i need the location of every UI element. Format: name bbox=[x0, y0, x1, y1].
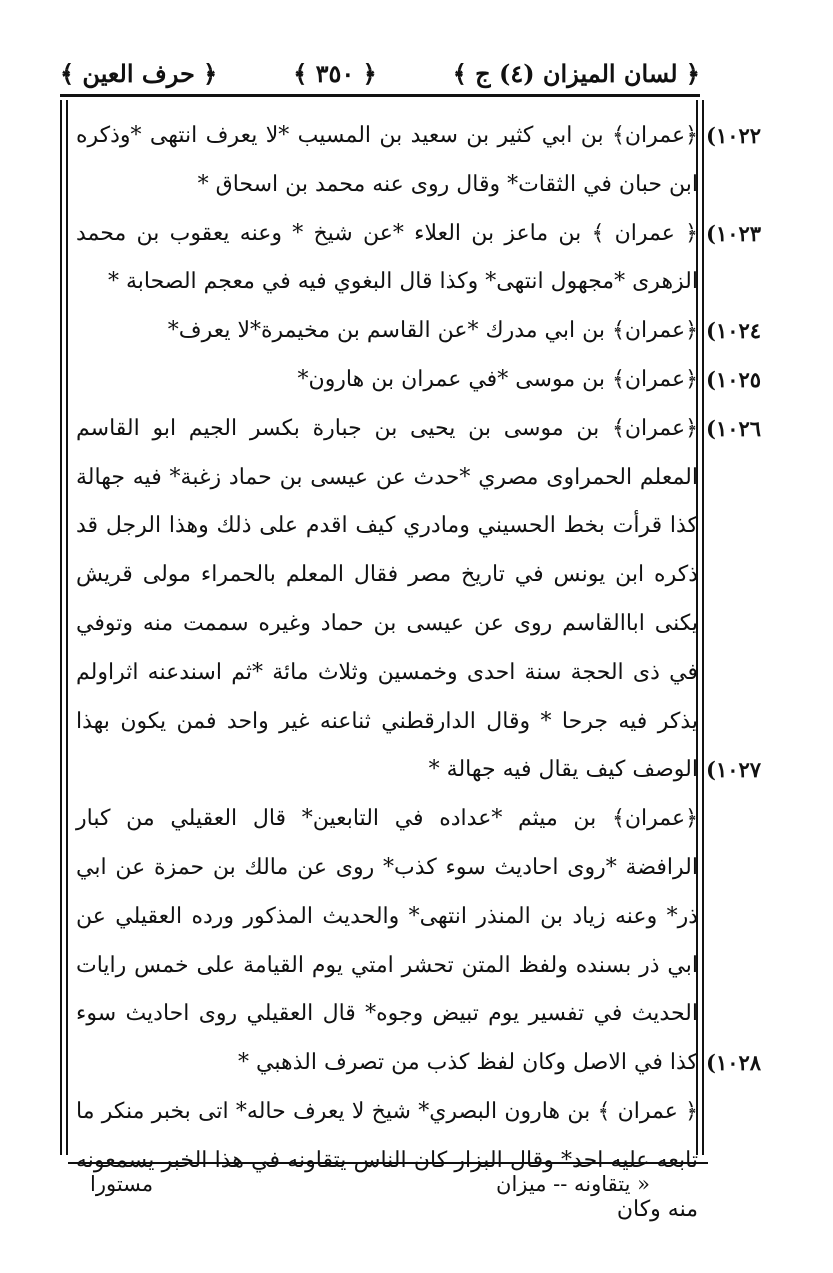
entry-1025 bbox=[76, 356, 698, 405]
entry-text: ﴿ عمران ﴾ بن ماعز بن العلاء *عن شيخ * وعنه يعقوب بن محمد الزهرى *مجهول انتهى* وكذا قال البغوي فيه في معجم الصحابة * bbox=[76, 220, 698, 295]
header-rule bbox=[60, 94, 700, 97]
entry-text: ﴿عمران﴾ بن موسى *في عمران بن هارون* bbox=[297, 366, 698, 392]
entry-1026 bbox=[76, 405, 698, 795]
entry-text: ﴿عمران﴾ بن موسى بن يحيى بن جبارة بكسر الجيم ابو القاسم المعلم الحمراوى مصري *حدث عن عيسى بن حماد زغبة* فيه جهالة كذا قرأت بخط الحسيني ومادري كيف اقدم على ذلك وهذا الرجل قد ذكره ابن يونس في تاريخ مصر فقال المعلم بالحمراء مولى قريش يكنى اباالقاسم روى عن عيسى بن حماد وغيره سممت منه وتوفي في ذى الحجة سنة احدى وخمسين وثلاث مائة *ثم اسندعنه اثراولم يذكر فيه جرحا * وقال الدارقطني ثناعنه غير واحد فمن يكون بهذا الوصف كيف يقال فيه جهالة * bbox=[76, 415, 698, 783]
header-section-letter: ﴿ حرف العين ﴾ bbox=[60, 58, 218, 88]
entry-1022 bbox=[76, 112, 698, 210]
entry-text: ﴿ عمران ﴾ بن هارون البصري* شيخ لا يعرف حاله* اتى بخبر منكر ما تابعه عليه احد* وقال البزار كان الناس يتقاونه في هذا الخبر يسمعونه منه وكان bbox=[76, 1098, 698, 1222]
entry-number: (١٠٢٢ bbox=[706, 123, 762, 148]
entry-number: (١٠٢٦ bbox=[706, 415, 762, 441]
footer-rule bbox=[68, 1162, 708, 1164]
entry-number: (١٠٢٥ bbox=[706, 367, 762, 392]
entry-1024 bbox=[76, 307, 698, 356]
running-header bbox=[60, 50, 700, 96]
footer-note: مستورا bbox=[90, 1172, 154, 1196]
entry-text: ﴿عمران﴾ بن ابي مدرك *عن القاسم بن مخيمرة*لا يعرف* bbox=[167, 318, 698, 344]
footer-catchword: « يتقاونه -- ميزان bbox=[496, 1172, 650, 1196]
entry-text: ﴿عمران﴾ بن ميثم *عداده في التابعين* قال العقيلي من كبار الرافضة *روى احاديث سوء كذب* روى عن مالك بن حمزة عن ابي ذر* وعنه زياد بن المنذر انتهى* والحديث المذكور ورده العقيلي عن ابي ذر بسنده ولفظ المتن تحشر امتي يوم القيامة على خمس رايات الحديث في تفسير يوم تبيض وجوه* قال العقيلي روى احاديث سوء كذا في الاصل وكان لفظ كذب من تصرف الذهبي * bbox=[76, 806, 698, 1076]
main-text bbox=[76, 112, 698, 1234]
entry-number: (١٠٢٤ bbox=[706, 318, 762, 344]
header-book-title: ﴿ لسان الميزان (٤) ج ﴾ bbox=[452, 58, 700, 88]
entry-1023 bbox=[76, 210, 698, 308]
header-page-number: ﴿ ٣٥٠ ﴾ bbox=[293, 58, 377, 88]
entry-number: (١٠٢٨ bbox=[706, 1050, 762, 1076]
entry-text: ﴿عمران﴾ بن ابي كثير بن سعيد بن المسيب *لا يعرف انتهى *وذكره ابن حبان في الثقات* وقال روى عنه محمد بن اسحاق * bbox=[76, 123, 698, 197]
entry-number: (١٠٢٣ bbox=[706, 220, 762, 246]
entry-1027 bbox=[76, 795, 698, 1088]
entry-number: (١٠٢٧ bbox=[706, 757, 762, 783]
